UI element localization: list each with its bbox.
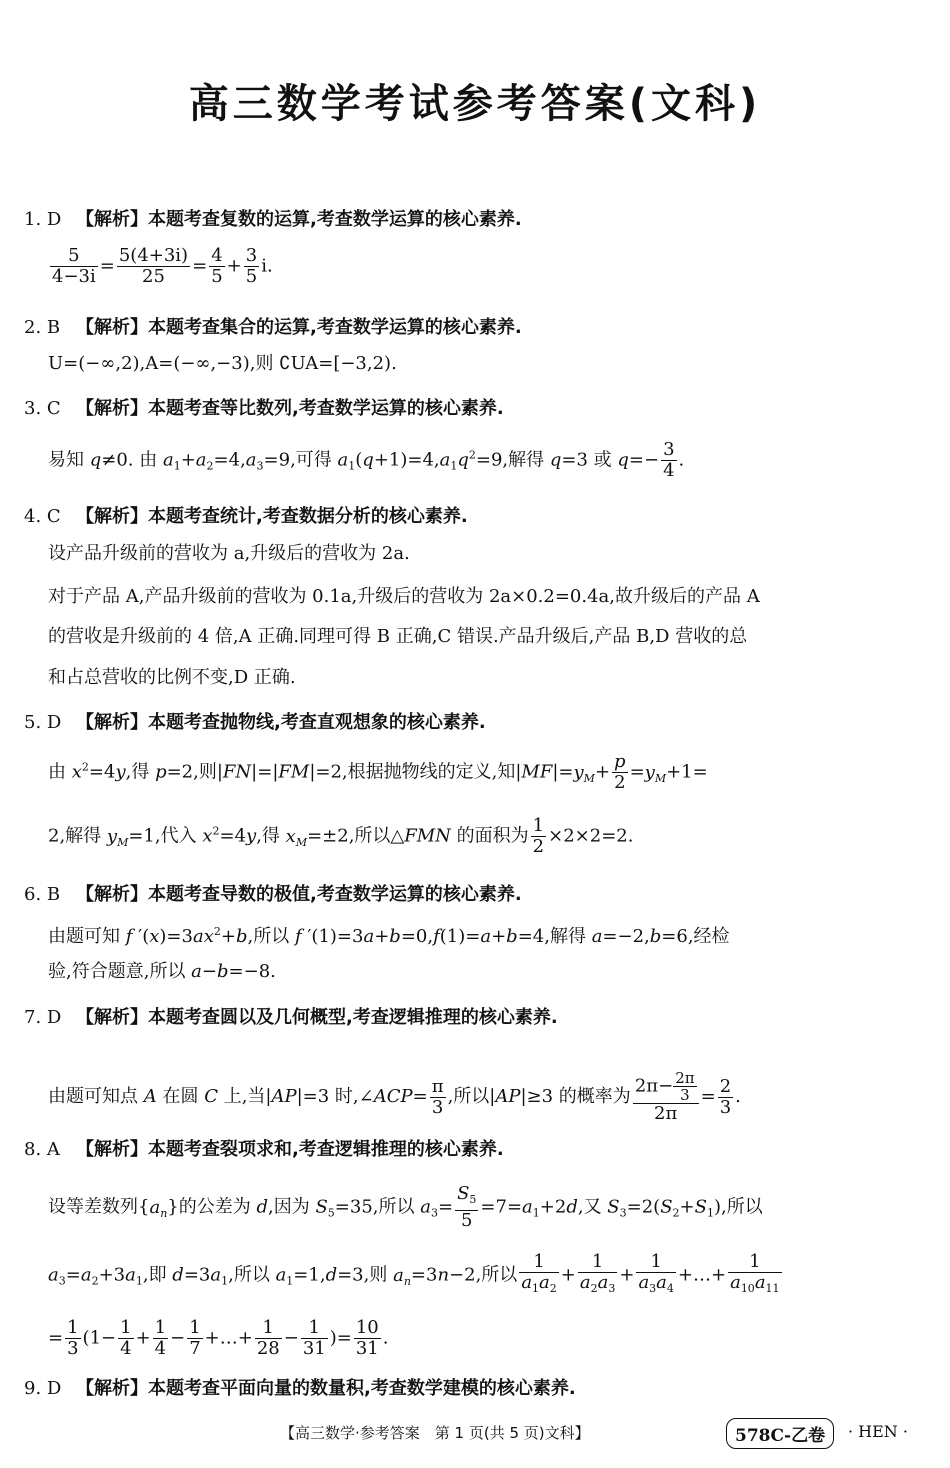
q4-line-3: 的营收是升级前的 4 倍,A 正确.同理可得 B 正确,C 错误.产品升级后,产品 B,D 营收的总 <box>48 626 748 647</box>
question-analysis: 【解析】本题考查抛物线,考查直观想象的核心素养. <box>76 712 486 733</box>
q5-line-2: 2,解得 $y_M=1$,代入 $x^2=4y$,得 $x_M=\pm 2$,所以△FMN 的面积为 $\frac{1}{2}$ ×2×2=2. <box>48 815 634 857</box>
question-5-header <box>24 708 486 734</box>
question-number: 4. C <box>24 506 61 527</box>
q6-line-1: 由题可知 f $'(x)=3ax^2+b$,所以 f ′(1)=3a+b=0,f(1)=a+b=4,解得 a=−2,b=6,经检 <box>48 925 730 947</box>
q4-line-1: 设产品升级前的营收为 a,升级后的营收为 2a. <box>48 543 410 564</box>
q5-line-1: 由 $x^2=4y$,得 p=2,则|FN|=|FM|=2,根据抛物线的定义,知$|MF|=y_M+$ $\frac{p}{2}$ $=y_M+1=$ <box>48 751 708 793</box>
q6-line-2: 验,符合题意,所以 a−b=−8. <box>48 961 276 982</box>
q3-body: 易知 q≠0. 由 $a_1+a_2=4,a_3=9$,可得 $a_1(q+1)=4,a_1q^2=9$,解得 q=3 或 q=− $\frac{3}{4}$ . <box>48 439 685 481</box>
footer-text: 【高三数学·参考答案 第 1 页(共 5 页)文科】 <box>280 1424 590 1442</box>
question-2-header <box>24 313 522 339</box>
footer-region: · HEN · <box>848 1422 908 1441</box>
page-title: 高三数学考试参考答案(文科) <box>188 81 762 127</box>
question-analysis: 【解析】本题考查集合的运算,考查数学运算的核心素养. <box>76 317 522 338</box>
question-analysis: 【解析】本题考查裂项求和,考查逻辑推理的核心素养. <box>76 1139 504 1160</box>
q1-formula: $\frac{5}{4-3i}$ = $\frac{5(4+3i)}{25}$ = $\frac{4}{5}$ + $\frac{3}{5}$ i. <box>52 245 273 287</box>
question-3-header <box>24 394 504 420</box>
question-7-header <box>24 1003 558 1029</box>
question-number: 1. D <box>24 209 62 230</box>
question-1-header <box>24 205 522 231</box>
paper-code-badge: 578C-乙卷 <box>726 1418 834 1449</box>
question-number: 5. D <box>24 712 62 733</box>
question-analysis: 【解析】本题考查导数的极值,考查数学运算的核心素养. <box>76 884 522 905</box>
question-analysis: 【解析】本题考查统计,考查数据分析的核心素养. <box>76 506 468 527</box>
question-number: 7. D <box>24 1007 62 1028</box>
q8-line-2: $a_3=a_2+3a_1$,即 $d=3a_1$,所以 $a_1=1,d=3$,则 $a_n=3n-2$,所以 $\frac{1}{a_1a_2}$ + $\frac{1}{a_2a_3}$ + $\frac{1}{a_3a_4}$ +…+ $\frac{1}{a_{10}a_{11}}$ <box>48 1251 780 1295</box>
q2-body-text: U=(−∞,2),A=(−∞,−3),则 ∁UA=[−3,2). <box>48 353 397 374</box>
question-9-header <box>24 1374 576 1400</box>
q2-body <box>48 352 397 376</box>
question-analysis: 【解析】本题考查复数的运算,考查数学运算的核心素养. <box>76 209 522 230</box>
q7-line-1: 由题可知点 A 在圆 C 上,当|AP|=3 时,∠ACP= $\frac{\pi}{3}$ ,所以|AP|≥3 的概率为 2π− $\frac{2\pi}{3}$ 2π = $\frac{2}{3}$ . <box>48 1069 741 1124</box>
question-number: 3. C <box>24 398 61 419</box>
question-4-header <box>24 502 468 528</box>
q4-line-4: 和占总营收的比例不变,D 正确. <box>48 667 296 688</box>
question-6-header <box>24 880 522 906</box>
question-analysis: 【解析】本题考查等比数列,考查数学运算的核心素养. <box>76 398 504 419</box>
question-number: 2. B <box>24 317 61 338</box>
q4-line-2: 对于产品 A,产品升级前的营收为 0.1a,升级后的营收为 2a×0.2=0.4a,故升级后的产品 A <box>48 586 760 607</box>
q8-line-3: = $\frac{1}{3}$ (1− $\frac{1}{4}$ + $\frac{1}{4}$ − $\frac{1}{7}$ +…+ $\frac{1}{28}$ − $\frac{1}{31}$ )= $\frac{10}{31}$ . <box>48 1317 389 1359</box>
question-analysis: 【解析】本题考查圆以及几何概型,考查逻辑推理的核心素养. <box>76 1007 558 1028</box>
question-number: 6. B <box>24 884 61 905</box>
q8-line-1: 设等差数列$\{a_n\}$的公差为 d,因为 $S_5=35$,所以 $a_3=$ $\frac{S_5}{5}$ $=7=a_1+2d$,又 $S_3=2(S_2+S_1)$,所以 <box>48 1183 763 1231</box>
question-number: 8. A <box>24 1139 60 1160</box>
question-number: 9. D <box>24 1378 62 1399</box>
question-analysis: 【解析】本题考查平面向量的数量积,考查数学建模的核心素养. <box>76 1378 576 1399</box>
question-8-header <box>24 1135 504 1161</box>
